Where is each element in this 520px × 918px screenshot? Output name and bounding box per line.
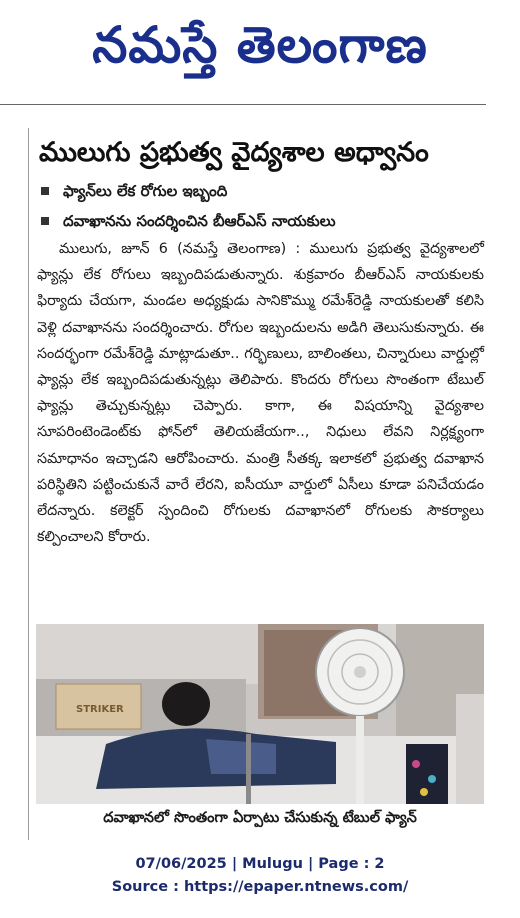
subhead-2-text: దవాఖానను సందర్శించిన బీఆర్‌ఎస్ నాయకులు (63, 212, 336, 230)
masthead (0, 0, 520, 90)
masthead-title: నమస్తే తెలంగాణ (92, 16, 428, 74)
article-photo (36, 624, 484, 804)
subhead-2 (41, 206, 486, 236)
footer-date-line: 07/06/2025 | Mulugu | Page : 2 (135, 856, 385, 872)
square-bullet-icon (41, 217, 49, 225)
photo-box-text: STRIKER (76, 704, 124, 715)
subhead-1-text: ఫ్యాన్‌లు లేక రోగుల ఇబ్బంది (63, 182, 228, 200)
subhead-1 (41, 176, 486, 206)
footer-source-line: Source : https://epaper.ntnews.com/ (111, 879, 409, 895)
article-body (37, 236, 486, 550)
article-body-text: ములుగు, జూన్ 6 (నమస్తే తెలంగాణ) : ములుగు ప్రభుత్వ వైద్యశాలలో ఫ్యాన్లు లేక రోగులు ఇబ్బందిపడుతున్నారు. శుక్రవారం బీఆర్ఎస్ నాయకులకు ఫిర్యాదు చేయగా, మండల అధ్యక్షుడు సానికొమ్ము రమేశ్‌రెడ్డి నాయకులతో కలిసి వెళ్లి దవాఖానను సందర్శించారు. రోగుల ఇబ్బందులను అడిగి తెలుసుకున్నారు. ఈ సందర్భంగా రమేశ్‌రెడ్డి మాట్లాడుతూ.. గర్భిణులు, బాలింతలు, చిన్నారులు వార్డుల్లో ఫ్యాన్లు లేక ఇబ్బందిపడుతున్నట్లు తెలిపారు. కొందరు రోగులు సొంతంగా టేబుల్ ఫ్యాన్లు తెచ్చుకున్నట్లు చెప్పారు. కాగా, ఈ విషయాన్ని వైద్యశాల సూపరింటెండెంట్‌కు ఫోన్‌లో తెలియజేయగా.., నిధులు లేవని నిర్లక్ష్యంగా సమాధానం ఇచ్చాడని ఆరోపించారు. మంత్రి సీతక్క ఇలాకలో ప్రభుత్వ దవాఖాన పరిస్థితిని పట్టించుకునే వారే లేరని, ఐసీయూ వార్డులో ఏసీలు కూడా పనిచేయడం లేదన్నారు. కలెక్టర్ స్పందించి రోగులకు దవాఖానలో రోగులకు సౌకర్యాలు కల్పించాలని కోరారు. (37, 241, 484, 546)
square-bullet-icon (41, 187, 49, 195)
hospital-ward-illustration (36, 624, 484, 804)
article-headline: ములుగు ప్రభుత్వ వైద్యశాల అధ్వానం (39, 137, 429, 168)
masthead-divider (0, 104, 486, 105)
photo-caption: దవాఖానలో సొంతంగా ఏర్పాటు చేసుకున్న టేబుల్ ఫ్యాన్ (103, 810, 417, 826)
